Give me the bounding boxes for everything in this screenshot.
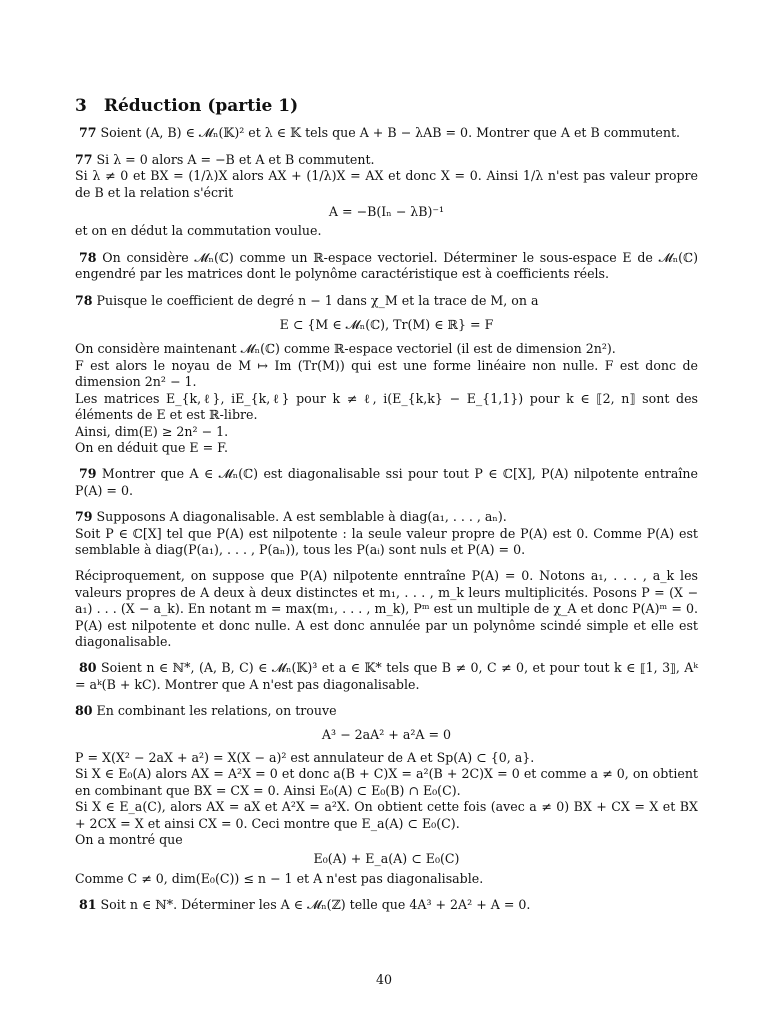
exercise-79-statement: 79 Montrer que A ∈ 𝓜ₙ(ℂ) est diagonalisable ssi pour tout P ∈ ℂ[X], P(A) nilpotente entraîne P(A) = 0.: [75, 466, 698, 498]
solution-80-line3: Si X ∈ E₀(A) alors AX = A²X = 0 et donc a(B + C)X = a²(B + 2C)X = 0 et comme a ≠ 0, on obtient en combinant que BX = CX = 0. Ainsi E₀(A) ⊂ E₀(B) ∩ E₀(C).: [75, 766, 698, 798]
solution-77-line1: 77 Si λ = 0 alors A = −B et A et B commutent.: [75, 151, 375, 167]
solution-78-conclusion: On en déduit que E = F.: [75, 439, 228, 455]
solution-79-line1: 79 Supposons A diagonalisable. A est semblable à diag(a₁, . . . , aₙ).: [75, 509, 507, 525]
solution-78-line3: F est alors le noyau de M ↦ Im (Tr(M)) qui est une forme linéaire non nulle. F est donc de dimension 2n² − 1.: [75, 357, 698, 390]
page-content: [75, 98, 698, 924]
solution-80-line4: Si X ∈ E_a(C), alors AX = aX et A²X = a²X. On obtient cette fois (avec a ≠ 0) BX + CX = X et BX + 2CX = X et ainsi CX = 0. Ceci montre que E_a(A) ⊂ E₀(C).: [75, 799, 698, 831]
solution-80-line2: P = X(X² − 2aX + a²) = X(X − a)² est annulateur de A et Sp(A) ⊂ {0, a}.: [75, 750, 535, 765]
exercise-77-statement: 77 Soient (A, B) ∈ 𝓜ₙ(𝕂)² et λ ∈ 𝕂 tels que A + B − λAB = 0. Montrer que A et B commutent.: [79, 125, 681, 141]
page-number: 40: [375, 972, 393, 987]
solution-78-equation: E ⊂ {M ∈ 𝓜ₙ(ℂ), Tr(M) ∈ ℝ} = F: [279, 317, 494, 333]
solution-78-line2: On considère maintenant 𝓜ₙ(ℂ) comme ℝ-espace vectoriel (il est de dimension 2n²).: [75, 341, 616, 357]
section-heading: [75, 98, 698, 114]
section-number: 3: [75, 96, 87, 116]
solution-78-line1: 78 Puisque le coefficient de degré n − 1 dans χ_M et la trace de M, on a: [75, 292, 539, 308]
solution-80-line1: 80 En combinant les relations, on trouve: [75, 703, 337, 719]
exercise-80-statement: 80 Soient n ∈ ℕ*, (A, B, C) ∈ 𝓜ₙ(𝕂)³ et a ∈ 𝕂* tels que B ≠ 0, C ≠ 0, et pour tout k ∈ ⟦1, 3⟧, Aᵏ = aᵏ(B + kC). Montrer que A n'est pas diagonalisable.: [75, 660, 698, 692]
solution-80-line5: On a montré que: [75, 832, 183, 848]
solution-77-line2: Si λ ≠ 0 et BX = (1/λ)X alors AX + (1/λ)X = AX et donc X = 0. Ainsi 1/λ n'est pas valeur propre de B et la relation s'écrit: [75, 168, 698, 200]
solution-78-line5: Ainsi, dim(E) ≥ 2n² − 1.: [75, 423, 229, 439]
solution-80-equation-1: A³ − 2aA² + a²A = 0: [321, 726, 452, 742]
solution-79-line2: Soit P ∈ ℂ[X] tel que P(A) est nilpotente : la seule valeur propre de P(A) est 0. Comme P(A) est semblable à diag(P(a₁), . . . , P(aₙ)), tous les P(aᵢ) sont nuls et P(A) = 0.: [75, 525, 698, 557]
section-title: Réduction (partie 1): [103, 96, 299, 116]
solution-80-equation-2: E₀(A) + E_a(A) ⊂ E₀(C): [313, 851, 460, 867]
exercise-78-statement: 78 On considère 𝓜ₙ(ℂ) comme un ℝ-espace vectoriel. Déterminer le sous-espace E de 𝓜ₙ(ℂ) engendré par les matrices dont le polynôme caractéristique est à coefficients réels.: [75, 249, 698, 282]
solution-78-line4: Les matrices E_{k,ℓ}, iE_{k,ℓ} pour k ≠ ℓ, i(E_{k,k} − E_{1,1}) pour k ∈ ⟦2, n⟧ sont des éléments de E et est ℝ-libre.: [75, 390, 698, 423]
solution-77-conclusion: et on en dédut la commutation voulue.: [75, 223, 322, 239]
solution-79-converse: Réciproquement, on suppose que P(A) nilpotente enntraîne P(A) = 0. Notons a₁, . . . , a_k les valeurs propres de A deux à deux distinctes et m₁, . . . , m_k leurs multiplicités. Posons P = (X − a₁) . . . (X − a_k). En notant m = max(m₁, . . . , m_k), Pᵐ est un multiple de χ_A et donc P(A)ᵐ = 0. P(A) est nilpotente et donc nulle. A est donc annulée par un polynôme scindé simple et elle est diagonalisable.: [75, 568, 698, 649]
solution-80-conclusion: Comme C ≠ 0, dim(E₀(C)) ≤ n − 1 et A n'est pas diagonalisable.: [75, 870, 484, 886]
exercise-81-statement: 81 Soit n ∈ ℕ*. Déterminer les A ∈ 𝓜ₙ(ℤ) telle que 4A³ + 2A² + A = 0.: [79, 897, 531, 913]
solution-77-equation: A = −B(Iₙ − λB)⁻¹: [328, 204, 445, 220]
